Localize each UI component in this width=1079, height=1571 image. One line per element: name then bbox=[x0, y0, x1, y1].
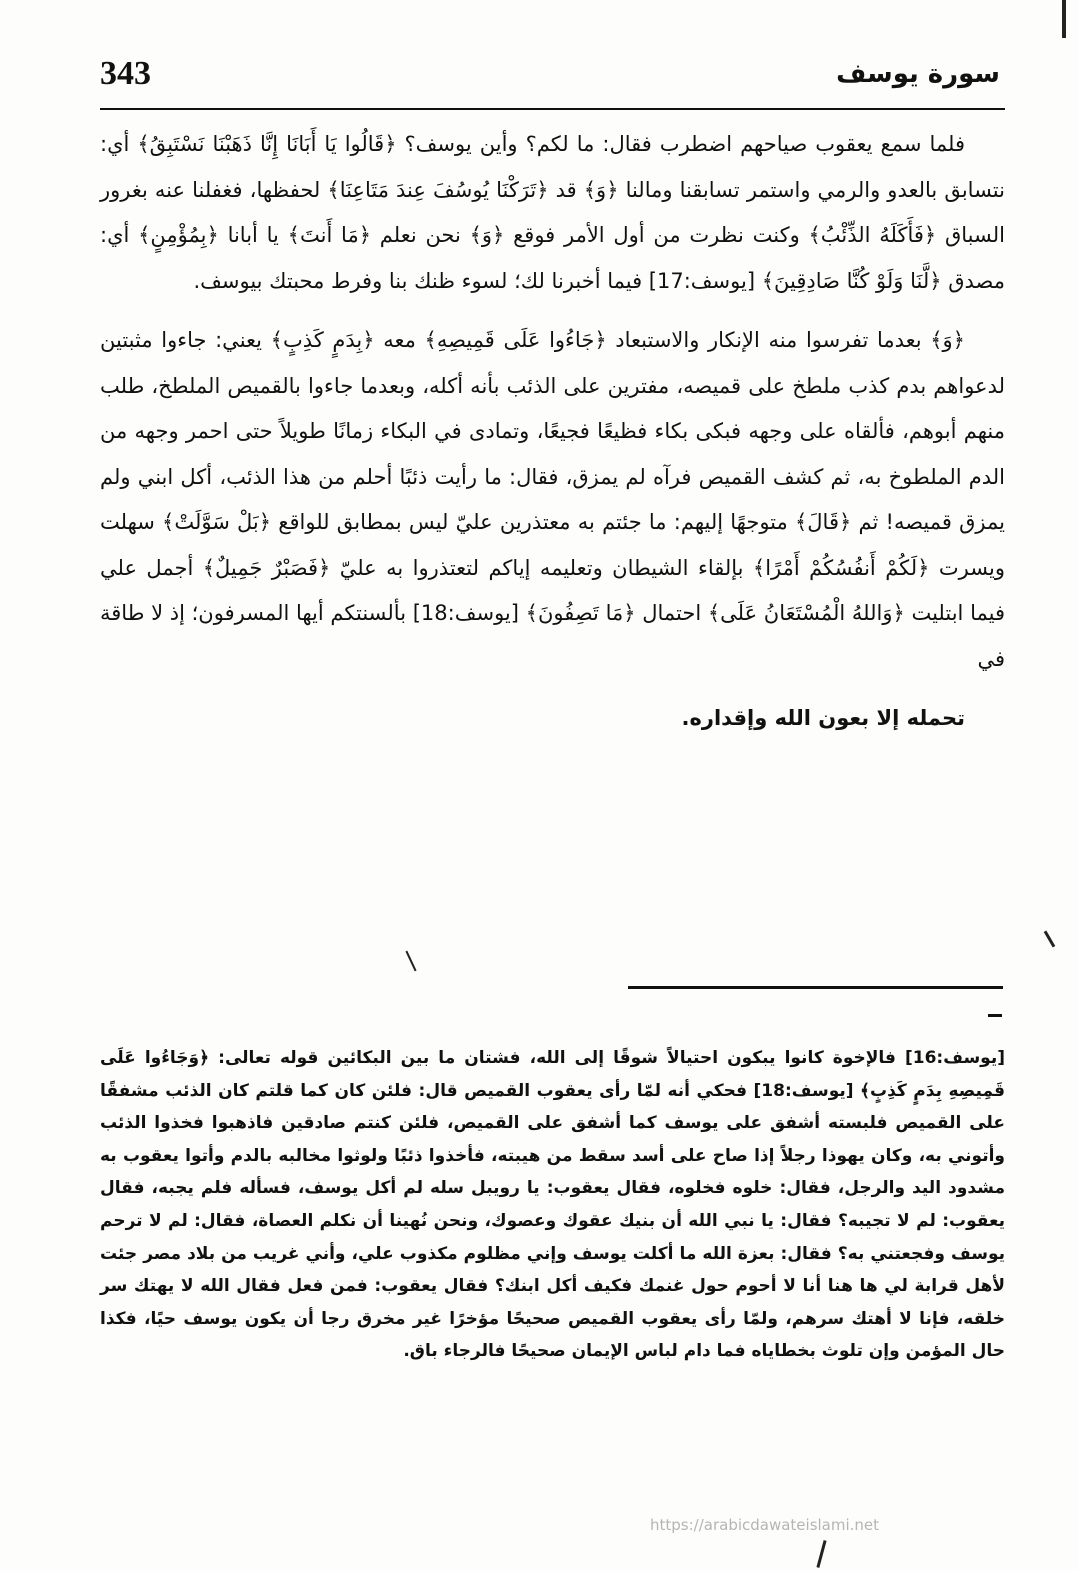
paragraph-1: فلما سمع يعقوب صياحهم اضطرب فقال: ما لكم؟ وأين يوسف؟ ﴿قَالُوا يَا أَبَانَا إِنَّا ذَهَبْنَا نَسْتَبِقُ﴾ أي: نتسابق بالعدو والرمي واستمر تسابقنا ومالنا ﴿وَ﴾ قد ﴿تَرَكْنَا يُوسُفَ عِندَ مَتَاعِنَا﴾ لحفظها، فغفلنا عنه بغرور السباق ﴿فَأَكَلَهُ الذِّئْبُ﴾ وكنت نظرت من أول الأمر فوقع ﴿وَ﴾ نحن نعلم ﴿مَا أَنتَ﴾ يا أبانا ﴿بِمُؤْمِنٍ﴾ أي: مصدق ﴿لَّنَا وَلَوْ كُنَّا صَادِقِينَ﴾ [يوسف:17] فيما أخبرنا لك؛ لسوء ظنك بنا وفرط محبتك بيوسف. bbox=[100, 132, 1005, 293]
scan-artifact bbox=[816, 1540, 826, 1568]
scan-artifact bbox=[405, 951, 416, 972]
watermark-url: https://arabicdawateislami.net bbox=[650, 1516, 880, 1534]
page-number: 343 bbox=[100, 55, 151, 92]
surah-title: سورة يوسف bbox=[836, 59, 1000, 89]
main-text bbox=[100, 122, 1005, 756]
paragraph-3: تحمله إلا بعون الله وإقداره. bbox=[681, 706, 965, 730]
scan-artifact bbox=[1062, 0, 1066, 38]
footnote-dash bbox=[988, 1014, 1002, 1017]
paragraph-2: ﴿وَ﴾ بعدما تفرسوا منه الإنكار والاستبعاد ﴿جَاءُوا عَلَى قَمِيصِهِ﴾ معه ﴿بِدَمٍ كَذِبٍ﴾ يعني: جاءوا مثبتين لدعواهم بدم كذب ملطخ على قميصه، مفترين على الذئب بأنه أكله، وبعدما جاءوا بالقميص الملطخ، طلب منهم أبوهم، فألقاه على وجهه فبكى بكاء فظيعًا فجيعًا، وتمادى في البكاء زمانًا طويلاً حتى احمر وجهه من الدم الملطوخ به، ثم كشف القميص فرآه لم يمزق، فقال: ما رأيت ذئبًا أحلم من هذا الذئب، أكل ابني ولم يمزق قميصه! ثم ﴿قَالَ﴾ متوجهًا إليهم: ما جئتم به معتذرين عليّ ليس بمطابق للواقع ﴿بَلْ سَوَّلَتْ﴾ سهلت ويسرت ﴿لَكُمْ أَنفُسُكُمْ أَمْرًا﴾ بإلقاء الشيطان وتعليمه إياكم لتعتذروا به عليّ ﴿فَصَبْرٌ جَمِيلٌ﴾ أجمل علي فيما ابتليت ﴿وَاللهُ الْمُسْتَعَانُ عَلَى﴾ احتمال ﴿مَا تَصِفُونَ﴾ [يوسف:18] بألسنتكم أيها المسرفون؛ إذ لا طاقة في bbox=[100, 328, 1005, 671]
page-header bbox=[100, 55, 1000, 105]
scan-artifact bbox=[1044, 930, 1056, 947]
footnote-text: [يوسف:16] فالإخوة كانوا يبكون احتيالاً شوقًا إلى الله، فشتان ما بين البكائين قوله تعالى: ﴿وَجَاءُوا عَلَى قَمِيصِهِ بِدَمٍ كَذِبٍ﴾ [يوسف:18] فحكي أنه لمّا رأى يعقوب القميص قال: فلئن كان كما قلتم كان الذئب مشفقًا على القميص فلبسته أشفق على يوسف كما أشفق على القميص، فلئن كنتم صادقين فاذهبوا فخذوا الذئب وأتوني به، وكان يهوذا رجلاً إذا صاح على أسد سقط من هيبته، فأخذوا ذئبًا ولوثوا مخالبه بالدم وأتوا يعقوب به مشدود اليد والرجل، فقال: خلوه فخلوه، فقال يعقوب: يا رويبل سله لم أكل يوسف، فسأله فلم يجبه، فقال يعقوب: لم لا تجيبه؟ فقال: يا نبي الله أن بنيك عقوك وعصوك، ونحن نُهينا أن نكلم العصاة، فقال: لم لا ترحم يوسف وفجعتني به؟ فقال: بعزة الله ما أكلت يوسف وإني مظلوم مكذوب علي، وأني غريب من بلاد مصر جئت لأهل قرابة لي ها هنا أنا لا أحوم حول غنمك فكيف أكل ابنك؟ فقال يعقوب: فمن فعل فقال الله لا يهتك سر خلقه، فإنا لا أهتك سرهم، ولمّا رأى يعقوب القميص صحيحًا مؤخرًا غير مخرق رجا أن يكون يوسف حيًا، فكذا حال المؤمن وإن تلوث بخطاياه فما دام لباس الإيمان صحيحًا فالرجاء باق. bbox=[100, 1048, 1005, 1362]
footnote-rule bbox=[628, 986, 1003, 989]
header-rule bbox=[100, 108, 1005, 110]
footnote bbox=[100, 1042, 1005, 1368]
